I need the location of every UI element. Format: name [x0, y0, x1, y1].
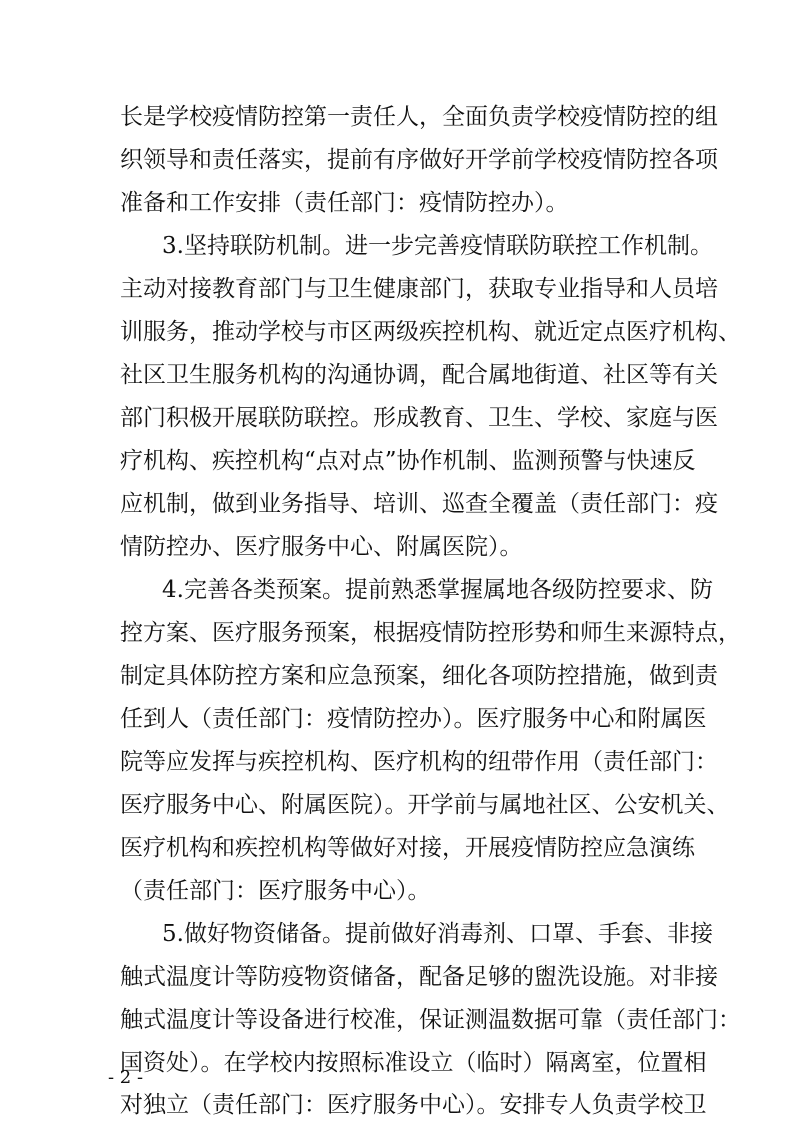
text-line: 织领导和责任落实，提前有序做好开学前学校疫情防控各项: [120, 147, 718, 173]
text-line: 准备和工作安排（责任部门：疫情防控办）。: [120, 190, 569, 216]
text-line: 医疗机构和疾控机构等做好对接，开展疫情防控应急演练: [120, 835, 695, 861]
text-line: 情防控办、医疗服务中心、附属医院）。: [120, 534, 523, 560]
text-line: 主动对接教育部门与卫生健康部门，获取专业指导和人员培: [120, 276, 718, 302]
page-number: - 2 -: [108, 1067, 144, 1088]
text-line: 医疗服务中心、附属医院）。开学前与属地社区、公安机关、: [120, 792, 730, 818]
text-line: 制定具体防控方案和应急预案，细化各项防控措施，做到责: [120, 663, 718, 689]
text-line: 触式温度计等防疫物资储备，配备足够的盥洗设施。对非接: [120, 964, 718, 990]
text-line: 疗机构、疾控机构“点对点”协作机制、监测预警与快速反: [120, 448, 696, 474]
text-line: 对独立（责任部门：医疗服务中心）。安排专人负责学校卫: [120, 1092, 707, 1118]
section-heading-3: 3.坚持联防机制。进一步完善疫情联防联控工作机制。: [162, 233, 713, 259]
section-heading-4: 4.完善各类预案。提前熟悉掌握属地各级防控要求、防: [162, 577, 713, 603]
text-line: 国资处）。在学校内按照标准设立（临时）隔离室，位置相: [120, 1050, 707, 1076]
text-line: 应机制，做到业务指导、培训、巡查全覆盖（责任部门：疫: [120, 491, 718, 517]
text-line: （责任部门：医疗服务中心）。: [120, 878, 431, 904]
text-line: 部门积极开展联防联控。形成教育、卫生、学校、家庭与医: [120, 405, 718, 431]
text-line: 任到人（责任部门：疫情防控办）。医疗服务中心和附属医: [120, 706, 707, 732]
text-line: 院等应发挥与疾控机构、医疗机构的纽带作用（责任部门：: [120, 749, 718, 775]
text-line: 训服务，推动学校与市区两级疾控机构、就近定点医疗机构、: [120, 319, 741, 345]
text-line: 控方案、医疗服务预案，根据疫情防控形势和师生来源特点，: [120, 620, 741, 646]
text-line: 社区卫生服务机构的沟通协调，配合属地街道、社区等有关: [120, 362, 718, 388]
text-line: 长是学校疫情防控第一责任人，全面负责学校疫情防控的组: [120, 104, 718, 130]
text-line: 触式温度计等设备进行校准，保证测温数据可靠（责任部门：: [120, 1007, 741, 1033]
section-heading-5: 5.做好物资储备。提前做好消毒剂、口罩、手套、非接: [162, 921, 713, 947]
